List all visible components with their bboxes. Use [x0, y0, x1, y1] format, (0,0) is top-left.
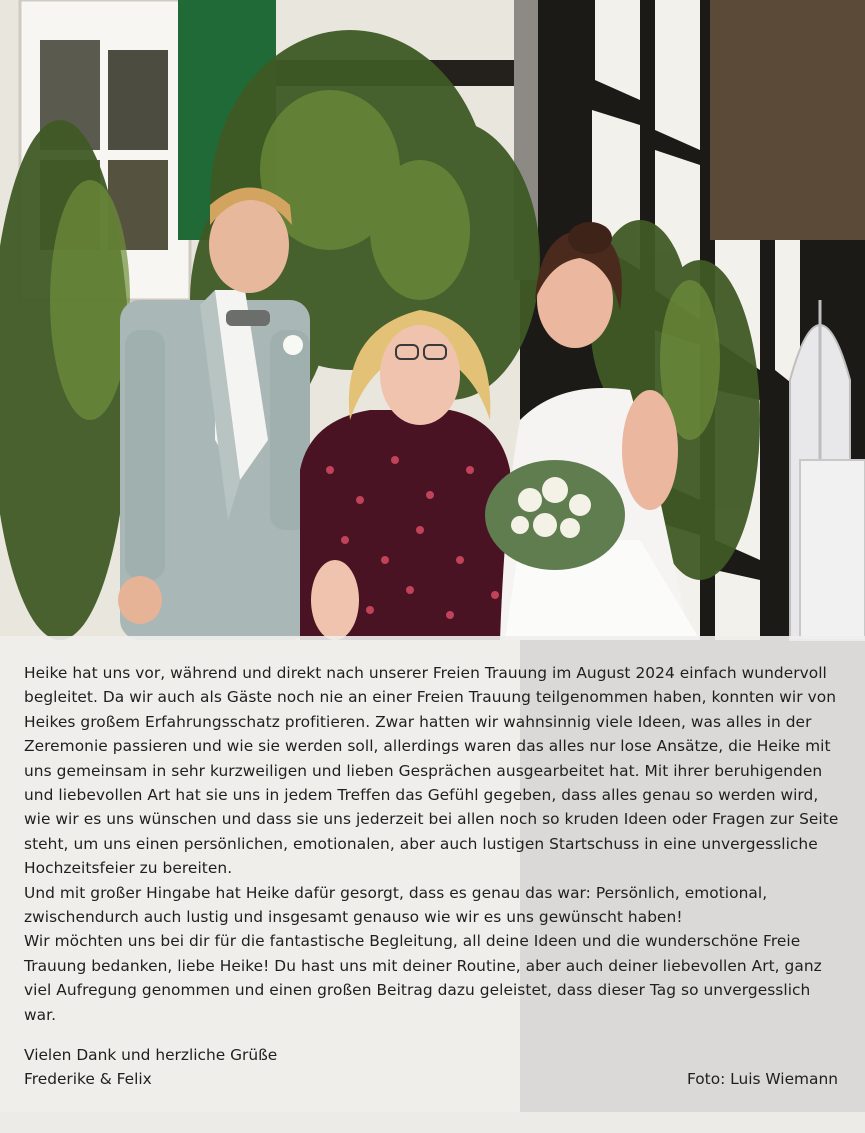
- testimonial-paragraph-1: Heike hat uns vor, während und direkt nach unserer Freien Trauung im August 2024 einfach wundervoll begleitet. Da wir auch als Gäste noch nie an einer Freien Trauung teilgenommen haben, konnten wir von Heikes großem Erfahrungsschatz profitieren. Zwar hatten wir wahnsinnig viele Ideen, was alles in der Zeremonie passieren und wie sie werden soll, allerdings waren das alles nur lose Ansätze, die Heike mit uns gemeinsam in sehr kurzweiligen und lieben Gesprächen ausgearbeitet hat. Mit ihrer beruhigenden und liebevollen Art hat sie uns in jedem Treffen das Gefühl gegeben, dass alles genau so werden wird, wie wir es uns wünschen und dass sie uns jederzeit bei allen noch so kruden Ideen oder Fragen zur Seite steht, um uns einen persönlichen, emotionalen, aber auch lustigen Startschuss in eine unvergessliche Hochzeitsfeier zu bereiten.: [24, 664, 839, 878]
- testimonial-text: [24, 661, 844, 1027]
- testimonial-paragraph-2: Und mit großer Hingabe hat Heike dafür gesorgt, dass es genau das war: Persönlich, emotional, zwischendurch auch lustig und insgesamt genauso wie wir es uns gewünscht haben!: [24, 883, 768, 927]
- signature: Frederike & Felix: [24, 1070, 152, 1089]
- greeting: Vielen Dank und herzliche Grüße: [24, 1046, 278, 1064]
- testimonial-paragraph-3: Wir möchten uns bei dir für die fantastische Begleitung, all deine Ideen und die wunderschöne Freie Trauung bedanken, liebe Heike! Du hast uns mit deiner Routine, aber auch deiner liebevollen Art, ganz viel Aufregung genommen und einen großen Beitrag dazu geleistet, dass dieser Tag so unvergesslich war.: [24, 932, 822, 1024]
- bottom-margin: [0, 1112, 865, 1133]
- photo-credit: Foto: Luis Wiemann: [686, 1070, 838, 1088]
- signature-block: [24, 1043, 277, 1092]
